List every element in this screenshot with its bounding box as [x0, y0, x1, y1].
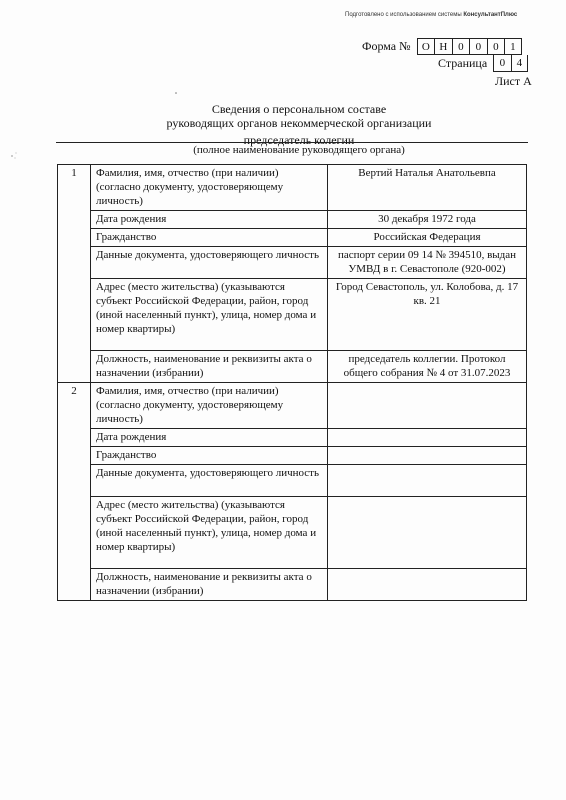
members-table — [57, 164, 527, 601]
field-value-birth-date: 30 декабря 1972 года — [328, 211, 527, 229]
table-row — [58, 279, 527, 351]
form-number-label: Форма № — [362, 39, 411, 53]
field-label-birth-date: Дата рождения — [91, 429, 328, 447]
field-value-citizenship — [328, 447, 527, 465]
field-value-position: председатель коллегии. Протокол общего собрания № 4 от 31.07.2023 — [328, 351, 527, 383]
body-name-underline — [56, 142, 528, 143]
field-value-full-name — [328, 383, 527, 429]
field-value-address — [328, 497, 527, 569]
field-value-address: Город Севастополь, ул. Колобова, д. 17 кв. 21 — [328, 279, 527, 351]
field-label-id-document: Данные документа, удостоверяющего личность — [91, 247, 328, 279]
table-row — [58, 429, 527, 447]
field-value-id-document — [328, 465, 527, 497]
page-code-cell: 4 — [511, 55, 529, 72]
table-row — [58, 229, 527, 247]
table-row — [58, 569, 527, 601]
table-row — [58, 211, 527, 229]
doc-title-line-2: руководящих органов некоммерческой организации — [166, 116, 432, 130]
prepared-prefix: Подготовлено с использованием системы — [345, 12, 464, 18]
governing-body-name: председатель колегии — [243, 133, 355, 147]
scan-speck — [175, 92, 177, 94]
scan-speck — [14, 157, 15, 158]
field-label-position: Должность, наименование и реквизиты акта о назначении (избрании) — [91, 569, 328, 601]
table-row — [58, 447, 527, 465]
field-label-address: Адрес (место жительства) (указываются субъект Российской Федерации, район, город (иной населенный пункт), улица, номер дома и номер квартиры) — [91, 279, 328, 351]
table-row — [58, 497, 527, 569]
scan-speck — [11, 155, 13, 157]
form-code-cell: 0 — [469, 38, 487, 55]
form-code-cell: 0 — [452, 38, 470, 55]
field-value-citizenship: Российская Федерация — [328, 229, 527, 247]
form-code-cell: Н — [434, 38, 452, 55]
prepared-brand: КонсультантПлюс — [463, 12, 518, 18]
field-label-full-name: Фамилия, имя, отчество (при наличии) (согласно документу, удостоверяющему личность) — [91, 165, 328, 211]
table-row — [58, 351, 527, 383]
page-number-label: Страница — [438, 56, 488, 70]
field-value-position — [328, 569, 527, 601]
field-value-birth-date — [328, 429, 527, 447]
field-label-position: Должность, наименование и реквизиты акта о назначении (избрании) — [91, 351, 328, 383]
table-row — [58, 383, 527, 429]
page-code-cell: 0 — [493, 55, 511, 72]
table-row — [58, 465, 527, 497]
person-number: 1 — [58, 165, 91, 383]
field-label-full-name: Фамилия, имя, отчество (при наличии) (согласно документу, удостоверяющему личность) — [91, 383, 328, 429]
form-code-cell: 1 — [504, 38, 522, 55]
table-row — [58, 165, 527, 211]
field-value-id-document: паспорт серии 09 14 № 394510, выдан УМВД в г. Севастополе (920-002) — [328, 247, 527, 279]
field-value-full-name: Вертий Наталья Анатольевпа — [328, 165, 527, 211]
field-label-address: Адрес (место жительства) (указываются субъект Российской Федерации, район, город (иной населенный пункт), улица, номер дома и номер квартиры) — [91, 497, 328, 569]
governing-body-note: (полное наименование руководящего органа) — [193, 144, 405, 156]
sheet-label: Лист А — [495, 74, 532, 88]
field-label-birth-date: Дата рождения — [91, 211, 328, 229]
form-code-cell: О — [417, 38, 435, 55]
doc-title-line-1: Сведения о персональном составе — [211, 102, 387, 116]
person-number: 2 — [58, 383, 91, 601]
form-code-cell: 0 — [487, 38, 505, 55]
field-label-citizenship: Гражданство — [91, 447, 328, 465]
table-row — [58, 247, 527, 279]
field-label-citizenship: Гражданство — [91, 229, 328, 247]
field-label-id-document: Данные документа, удостоверяющего личность — [91, 465, 328, 497]
